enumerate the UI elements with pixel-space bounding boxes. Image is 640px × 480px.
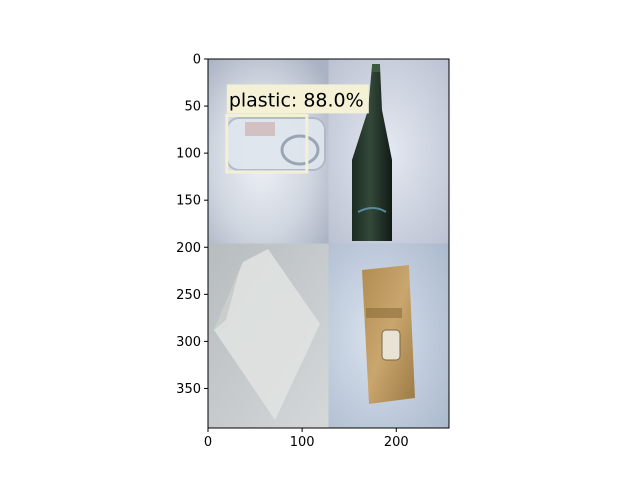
y-tick-label: 50 [184, 99, 201, 115]
x-axis-ticks [204, 428, 409, 450]
x-tick-label: 0 [203, 435, 213, 450]
y-tick-label: 250 [176, 287, 201, 303]
y-tick-label: 300 [176, 334, 201, 350]
y-tick-label: 200 [176, 240, 201, 256]
x-tick-label: 200 [383, 435, 409, 450]
y-tick-label: 150 [176, 193, 201, 209]
x-tick-label: 100 [289, 435, 315, 450]
y-tick-label: 0 [192, 52, 201, 68]
detection-label: plastic: 88.0% [228, 89, 364, 112]
glass-jar [227, 118, 325, 170]
y-axis-ticks [176, 53, 208, 397]
cardboard-box [362, 265, 415, 404]
y-tick-label: 100 [176, 146, 201, 162]
y-tick-label: 350 [176, 381, 201, 397]
